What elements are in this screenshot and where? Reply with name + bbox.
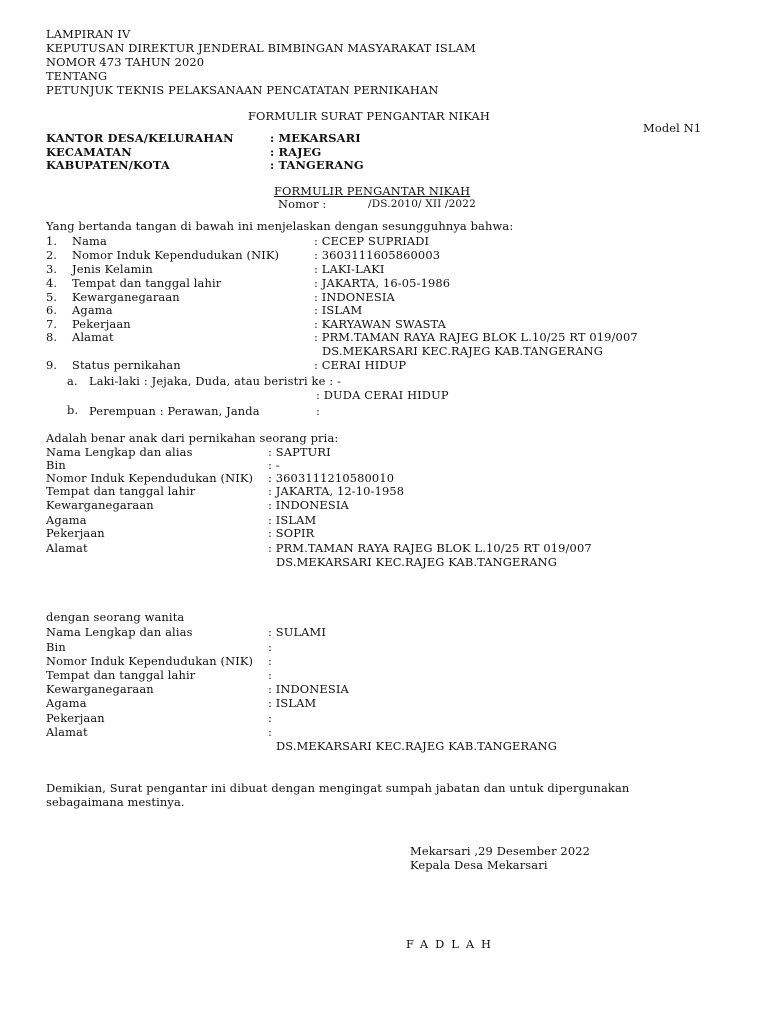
subject-row-num: 6.: [46, 303, 58, 317]
subject-row-label: Tempat dan tanggal lahir: [72, 276, 222, 290]
form-title: FORMULIR SURAT PENGANTAR NIKAH: [248, 109, 490, 123]
mother-row-value: : SULAMI: [268, 625, 327, 639]
mother-row-label: Kewarganegaraan: [46, 682, 154, 696]
father-row-label: Tempat dan tanggal lahir: [46, 484, 196, 498]
subject-row-num: 4.: [46, 276, 58, 290]
signatory-title: Kepala Desa Mekarsari: [410, 858, 548, 872]
mother-row-value: :: [268, 725, 272, 739]
intro-text: Yang bertanda tangan di bawah ini menjelaskan dengan sesungguhnya bahwa:: [46, 219, 514, 233]
father-row-label: Nama Lengkap dan alias: [46, 445, 193, 459]
subject-row-num: 5.: [46, 290, 58, 304]
subject-row-label: Kewarganegaraan: [72, 290, 180, 304]
status-num: 9.: [46, 358, 58, 372]
subtitle: FORMULIR PENGANTAR NIKAH: [274, 184, 471, 198]
place-date: Mekarsari ,29 Desember 2022: [410, 844, 591, 858]
subject-row-value: : LAKI-LAKI: [314, 262, 385, 276]
father-row-value: : -: [268, 458, 280, 472]
status-b-label: Perempuan : Perawan, Janda: [89, 404, 260, 418]
mother-row-value: : INDONESIA: [268, 682, 349, 696]
nomor-value: /DS.2010/ XII /2022: [368, 198, 476, 210]
father-row-value: : SOPIR: [268, 526, 315, 540]
mother-row-label: Nomor Induk Kependudukan (NIK): [46, 654, 254, 668]
header-tentang: TENTANG: [46, 69, 108, 83]
father-row-value: : ISLAM: [268, 513, 317, 527]
father-row-label: Pekerjaan: [46, 526, 105, 540]
header-nomor: NOMOR 473 TAHUN 2020: [46, 55, 205, 69]
father-row-label: Alamat: [46, 541, 88, 555]
subject-row-num: 7.: [46, 317, 58, 331]
father-row-value: : 3603111210580010: [268, 471, 395, 485]
mother-address-line2: DS.MEKARSARI KEC.RAJEG KAB.TANGERANG: [276, 739, 557, 753]
father-row-value: : SAPTURI: [268, 445, 331, 459]
subject-address-line2: DS.MEKARSARI KEC.RAJEG KAB.TANGERANG: [322, 344, 603, 358]
status-label: Status pernikahan: [72, 358, 181, 372]
mother-intro: dengan seorang wanita: [46, 610, 185, 624]
subject-row-num: 8.: [46, 330, 58, 344]
nomor-label: Nomor :: [278, 197, 327, 211]
mother-row-label: Nama Lengkap dan alias: [46, 625, 193, 639]
desa-label: KANTOR DESA/KELURAHAN: [46, 131, 234, 145]
status-value: : CERAI HIDUP: [314, 358, 407, 372]
kecamatan-value: : RAJEG: [270, 145, 322, 159]
model-label: Model N1: [643, 121, 702, 135]
subject-row-label: Nama: [72, 234, 107, 248]
header-keputusan: KEPUTUSAN DIREKTUR JENDERAL BIMBINGAN MASYARAKAT ISLAM: [46, 41, 476, 55]
mother-row-value: : ISLAM: [268, 696, 317, 710]
header-lampiran: LAMPIRAN IV: [46, 27, 131, 41]
father-address-line2: DS.MEKARSARI KEC.RAJEG KAB.TANGERANG: [276, 555, 557, 569]
subject-row-num: 2.: [46, 248, 58, 262]
father-row-label: Agama: [46, 513, 87, 527]
subject-row-label: Alamat: [72, 330, 114, 344]
subject-row-label: Pekerjaan: [72, 317, 131, 331]
mother-row-value: :: [268, 640, 272, 654]
subject-row-num: 3.: [46, 262, 58, 276]
status-a-value: : DUDA CERAI HIDUP: [316, 388, 449, 402]
kabupaten-label: KABUPATEN/KOTA: [46, 158, 170, 172]
subject-row-label: Jenis Kelamin: [72, 262, 153, 276]
father-row-value: : PRM.TAMAN RAYA RAJEG BLOK L.10/25 RT 019/007: [268, 541, 592, 555]
father-row-value: : INDONESIA: [268, 498, 349, 512]
mother-row-label: Pekerjaan: [46, 711, 105, 725]
mother-row-label: Agama: [46, 696, 87, 710]
father-row-value: : JAKARTA, 12-10-1958: [268, 484, 405, 498]
signatory-name: FADLAH: [406, 937, 498, 951]
subject-row-value: : KARYAWAN SWASTA: [314, 317, 447, 331]
mother-row-label: Alamat: [46, 725, 88, 739]
subject-row-value: : PRM.TAMAN RAYA RAJEG BLOK L.10/25 RT 019/007: [314, 330, 638, 344]
status-a-label: Laki-laki : Jejaka, Duda, atau beristri ke : -: [89, 374, 342, 388]
subject-row-value: : 3603111605860003: [314, 248, 441, 262]
header-petunjuk: PETUNJUK TEKNIS PELAKSANAAN PENCATATAN PERNIKAHAN: [46, 83, 439, 97]
kabupaten-value: : TANGERANG: [270, 158, 364, 172]
mother-row-value: :: [268, 711, 272, 725]
mother-row-label: Bin: [46, 640, 66, 654]
father-row-label: Kewarganegaraan: [46, 498, 154, 512]
subject-row-num: 1.: [46, 234, 58, 248]
subject-row-label: Agama: [72, 303, 113, 317]
closing-line1: Demikian, Surat pengantar ini dibuat dengan mengingat sumpah jabatan dan untuk dipergunakan: [46, 781, 630, 795]
status-b-value: :: [316, 404, 320, 418]
mother-row-label: Tempat dan tanggal lahir: [46, 668, 196, 682]
kecamatan-label: KECAMATAN: [46, 145, 132, 159]
status-b-letter: b.: [67, 403, 79, 417]
father-row-label: Bin: [46, 458, 66, 472]
father-row-label: Nomor Induk Kependudukan (NIK): [46, 471, 254, 485]
subject-row-value: : INDONESIA: [314, 290, 395, 304]
subject-row-value: : CECEP SUPRIADI: [314, 234, 430, 248]
closing-line2: sebagaimana mestinya.: [46, 795, 185, 809]
subject-row-value: : JAKARTA, 16-05-1986: [314, 276, 451, 290]
mother-row-value: :: [268, 654, 272, 668]
status-a-letter: a.: [67, 374, 78, 388]
subject-row-label: Nomor Induk Kependudukan (NIK): [72, 248, 280, 262]
desa-value: : MEKARSARI: [270, 131, 361, 145]
subject-row-value: : ISLAM: [314, 303, 363, 317]
mother-row-value: :: [268, 668, 272, 682]
father-intro: Adalah benar anak dari pernikahan seorang pria:: [46, 431, 339, 445]
